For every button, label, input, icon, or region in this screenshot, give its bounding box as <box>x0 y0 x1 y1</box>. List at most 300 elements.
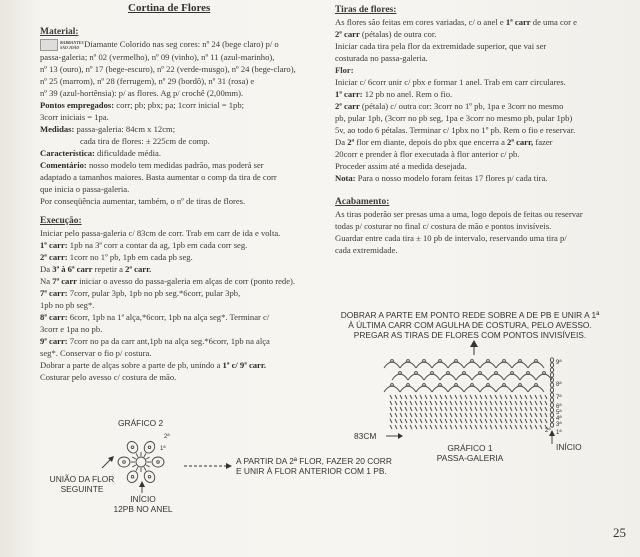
partir-line: A PARTIR DA 2ª FLOR, FAZER 20 CORR <box>236 456 392 466</box>
pb-stitch-mark <box>395 395 397 399</box>
pb-stitch-mark <box>410 425 412 429</box>
pb-stitch-mark <box>425 395 427 399</box>
pb-stitch-mark <box>460 419 462 423</box>
uniao-line: SEGUINTE <box>60 484 104 494</box>
pb-stitch-mark <box>455 401 457 405</box>
pb-stitch-mark <box>505 407 507 411</box>
pb-stitch-mark <box>420 413 422 417</box>
pb-stitch-mark <box>530 425 532 429</box>
pb-stitch-mark <box>430 419 432 423</box>
tiras-heading: Tiras de flores: <box>335 5 397 15</box>
pb-stitch-mark <box>545 413 547 417</box>
chain-loop <box>432 362 448 368</box>
pb-stitch-mark <box>500 419 502 423</box>
diagram-note-line: DOBRAR A PARTE EM PONTO REDE SOBRE A DE PB E UNIR A 1ª <box>340 310 600 320</box>
row-label: 8ª carr: <box>40 312 68 323</box>
pb-stitch-mark <box>530 413 532 417</box>
pb-stitch-mark <box>410 413 412 417</box>
pb-stitch-mark <box>450 407 452 411</box>
pb-stitch-mark <box>515 407 517 411</box>
flor-text: (pétala) c/ outra cor: 3corr no 1º pb, 1pa e 3corr no mesmo <box>361 101 564 111</box>
pb-stitch-mark <box>505 425 507 429</box>
pb-stitch-mark <box>490 425 492 429</box>
chain-dot <box>503 360 506 363</box>
pb-stitch-mark <box>515 419 517 423</box>
pb-spoke <box>132 457 135 459</box>
pb-stitch-mark <box>495 407 497 411</box>
pb-stitch-mark <box>540 413 542 417</box>
chain-loop <box>536 374 552 380</box>
pb-stitch-mark <box>460 413 462 417</box>
chain-dot <box>455 360 458 363</box>
pb-stitch-mark <box>405 395 407 399</box>
flor-line: Iniciar c/ 6corr unir c/ pbx e formar 1 anel. Trab em carr circulares. <box>335 77 566 87</box>
pb-stitch-mark <box>455 413 457 417</box>
pb-stitch-mark <box>460 395 462 399</box>
pb-stitch-mark <box>435 419 437 423</box>
chain-dot <box>487 360 490 363</box>
row-text: 1pb na 3ª corr a contar da ag, 1pb em cada corr seg. <box>69 240 248 251</box>
edge-chain <box>550 368 553 372</box>
chain-loop <box>392 374 408 380</box>
pb-stitch-mark <box>415 407 417 411</box>
pb-stitch-mark <box>535 401 537 405</box>
pb-stitch-mark <box>430 395 432 399</box>
pb-stitch-mark <box>470 419 472 423</box>
pb-spoke <box>144 453 146 456</box>
pb-stitch-mark <box>445 407 447 411</box>
partir-note <box>236 456 392 476</box>
pb-stitch-mark <box>500 401 502 405</box>
comentario-line: que inicia o passa-galeria. <box>40 184 130 195</box>
pb-stitch-mark <box>455 407 457 411</box>
pb-stitch-mark <box>505 419 507 423</box>
chain-dot <box>511 372 514 375</box>
pb-stitch-mark <box>540 407 542 411</box>
row-text: Da <box>40 264 51 275</box>
chain-loop <box>496 362 512 368</box>
pb-stitch-mark <box>490 401 492 405</box>
row-label-6: 6ª <box>556 404 562 410</box>
chain-dot <box>423 384 426 387</box>
pb-stitch-mark <box>405 401 407 405</box>
pb-stitch-mark <box>445 413 447 417</box>
tiras-label: 1ª carr <box>505 17 531 27</box>
pb-stitch-mark <box>510 425 512 429</box>
pb-stitch-mark <box>505 413 507 417</box>
flor-line: 5v, ao todo 6 pétalas. Terminar c/ 1pbx no 1º pb. Rem o fio e reservar. <box>335 125 576 135</box>
pb-stitch-mark <box>455 419 457 423</box>
pb-spoke <box>146 465 149 467</box>
pb-stitch-mark <box>530 395 532 399</box>
caracteristica-text: dificuldade média. <box>97 148 161 159</box>
pb-stitch-mark <box>540 395 542 399</box>
pb-stitch-mark <box>390 401 392 405</box>
pb-stitch-mark <box>480 419 482 423</box>
chain-loop <box>456 374 472 380</box>
medidas-line: cada tira de flores: ± 225cm de comp. <box>80 136 210 147</box>
pb-spoke <box>146 457 149 459</box>
pb-stitch-mark <box>475 419 477 423</box>
chain-dot <box>527 372 530 375</box>
pb-stitch-mark <box>525 395 527 399</box>
pb-stitch-mark <box>390 419 392 423</box>
chain-loop <box>512 362 528 368</box>
chain-dot <box>543 372 546 375</box>
pb-stitch-mark <box>430 407 432 411</box>
petal-dot <box>148 446 151 449</box>
pb-stitch-mark <box>470 395 472 399</box>
pb-stitch-mark <box>400 395 402 399</box>
chain-dot <box>463 372 466 375</box>
chain-loop <box>464 362 480 368</box>
flor-label: 2ª carr <box>335 101 360 111</box>
pb-stitch-mark <box>435 413 437 417</box>
row-text: Dobrar a parte de alças sobre a parte de pb, unindo a <box>40 360 221 371</box>
pb-stitch-mark <box>520 401 522 405</box>
chain-loop <box>384 362 400 368</box>
pb-stitch-mark <box>525 401 527 405</box>
pb-stitch-mark <box>455 395 457 399</box>
pb-stitch-mark <box>415 419 417 423</box>
pb-stitch-mark <box>410 401 412 405</box>
inicio2-line: 12PB NO ANEL <box>113 504 173 514</box>
pb-stitch-mark <box>515 425 517 429</box>
edge-chain <box>550 423 553 427</box>
chain-dot <box>519 360 522 363</box>
pb-stitch-mark <box>410 407 412 411</box>
edge-chain <box>550 358 553 362</box>
execucao-heading: Execução: <box>40 216 82 227</box>
row-text: iniciar o avesso do passa-galeria em alças de corr (ponto rede). <box>79 276 296 287</box>
pb-stitch-mark <box>400 413 402 417</box>
pb-stitch-mark <box>470 401 472 405</box>
pontos-text: corr; pb; pbx; pa; 1corr inicial = 1pb; <box>116 100 245 111</box>
pb-stitch-mark <box>435 407 437 411</box>
pb-stitch-mark <box>535 395 537 399</box>
edge-chain <box>550 418 553 422</box>
chain-dot <box>423 360 426 363</box>
pb-stitch-mark <box>525 425 527 429</box>
pb-stitch-mark <box>440 419 442 423</box>
pb-stitch-mark <box>485 425 487 429</box>
row-label: 1ª c/ 9ª carr. <box>222 360 267 371</box>
chain-dot <box>471 360 474 363</box>
chain-dot <box>431 372 434 375</box>
pb-stitch-mark <box>480 425 482 429</box>
pb-stitch-mark <box>425 425 427 429</box>
edge-chain <box>550 363 553 367</box>
pb-stitch-mark <box>500 407 502 411</box>
chain-dot <box>471 384 474 387</box>
pb-stitch-mark <box>480 401 482 405</box>
comentario-label: Comentário: <box>40 160 87 171</box>
petal-dot <box>131 475 134 478</box>
g2-row-label-1: 1ª <box>160 446 166 452</box>
chain-loop <box>408 374 424 380</box>
pb-stitch-mark <box>430 425 432 429</box>
pb-spoke <box>136 467 138 470</box>
material-line: nº 39 (azul-hortênsia): p/ as flores. Ag p/ crochê (2,00mm). <box>40 88 244 99</box>
pb-stitch-mark <box>420 395 422 399</box>
execucao-line: seg*. Conservar o fio p/ costura. <box>40 348 152 359</box>
pb-stitch-mark <box>465 419 467 423</box>
edge-chain <box>550 383 553 387</box>
pb-stitch-mark <box>470 425 472 429</box>
comentario-line: Por conseqüência aumentar, também, o nº de tiras de flores. <box>40 196 246 207</box>
pb-stitch-mark <box>540 419 542 423</box>
row-label: 9ª carr: <box>40 336 68 347</box>
pb-stitch-mark <box>485 419 487 423</box>
edge-chain <box>550 388 553 392</box>
pb-stitch-mark <box>440 413 442 417</box>
chain-dot <box>391 360 394 363</box>
pb-stitch-mark <box>440 425 442 429</box>
execucao-line: Iniciar pelo passa-galeria c/ 83cm de corr. Trab em carr de ida e volta. <box>40 228 281 239</box>
medidas-label: Medidas: <box>40 124 75 135</box>
chain-dot <box>503 384 506 387</box>
flor-line: 20corr e prender à flor executada à flor anterior c/ pb. <box>335 149 520 159</box>
pb-stitch-mark <box>505 395 507 399</box>
row-label: 2ª carr: <box>40 252 68 263</box>
pb-stitch-mark <box>390 413 392 417</box>
pb-stitch-mark <box>520 425 522 429</box>
petal <box>152 457 164 467</box>
pb-spoke <box>132 465 135 467</box>
caracteristica-label: Característica: <box>40 148 95 159</box>
pb-stitch-mark <box>465 395 467 399</box>
chain-loop <box>528 362 544 368</box>
pb-stitch-mark <box>535 407 537 411</box>
diagram-note-line: À ÚLTIMA CARR COM AGULHA DE COSTURA, PELO AVESSO. <box>348 320 592 330</box>
pb-stitch-mark <box>440 407 442 411</box>
pb-stitch-mark <box>405 407 407 411</box>
row-label-5: 5ª <box>556 410 562 416</box>
chain-loop <box>416 386 432 392</box>
flor-line: pb, pular 1pb, (3corr no pb seg, 1pa e 3corr no mesmo pb, pular 1pb) <box>335 113 573 123</box>
acabamento-line: todas p/ costurar no final c/ costura de mão e pontos invisíveis. <box>335 221 552 231</box>
petal <box>142 469 157 484</box>
edge-chain <box>550 403 553 407</box>
chain-loop <box>448 386 464 392</box>
pb-stitch-mark <box>490 419 492 423</box>
pb-stitch-mark <box>395 413 397 417</box>
pb-stitch-mark <box>545 395 547 399</box>
chain-loop <box>416 362 432 368</box>
flor-line: Proceder assim até a medida desejada. <box>335 161 467 171</box>
tiras-text: As flores são feitas em cores variadas, c/ o anel e <box>335 17 504 27</box>
pb-stitch-mark <box>465 413 467 417</box>
pb-stitch-mark <box>420 419 422 423</box>
uniao-line: UNIÃO DA FLOR <box>49 474 115 484</box>
chain-loop <box>480 386 496 392</box>
grafico1-sublabel: PASSA-GALERIA <box>436 453 504 463</box>
pb-stitch-mark <box>460 407 462 411</box>
edge-chain <box>550 373 553 377</box>
material-heading: Material: <box>40 27 79 37</box>
flor-label: 1ª carr: <box>335 89 363 99</box>
pb-stitch-mark <box>445 425 447 429</box>
row-label-4: 4ª <box>556 416 562 422</box>
pb-stitch-mark <box>545 419 547 423</box>
pb-stitch-mark <box>395 425 397 429</box>
pb-stitch-mark <box>470 407 472 411</box>
pb-stitch-mark <box>490 395 492 399</box>
pb-stitch-mark <box>495 413 497 417</box>
chain-dot <box>479 372 482 375</box>
chain-dot <box>455 384 458 387</box>
row-label-1: 1ª <box>556 430 562 436</box>
pb-stitch-mark <box>495 395 497 399</box>
pb-stitch-mark <box>435 395 437 399</box>
flor-text: Da <box>335 137 346 147</box>
row-text: 1corr no 1º pb, 1pb em cada pb seg. <box>69 252 193 263</box>
acabamento-heading: Acabamento: <box>335 197 390 207</box>
chain-loop <box>528 386 544 392</box>
row-text: 6corr, 1pb na 1ª alça,*6corr, 1pb na alça seg*. Terminar c/ <box>69 312 270 323</box>
chain-loop <box>400 362 416 368</box>
pb-stitch-mark <box>450 425 452 429</box>
grafico1-title <box>425 443 515 463</box>
pb-stitch-mark <box>410 419 412 423</box>
pb-stitch-mark <box>400 407 402 411</box>
petal <box>125 469 140 484</box>
pb-stitch-mark <box>435 425 437 429</box>
petal <box>125 440 140 455</box>
flor-label: 2ª <box>347 137 355 147</box>
tiras-line: costurada no passa-galeria. <box>335 53 428 63</box>
pb-stitch-mark <box>485 413 487 417</box>
chain-dot <box>495 372 498 375</box>
edge-chain <box>550 413 553 417</box>
row-text: Na <box>40 276 51 287</box>
flor-label: 2ª carr, <box>507 137 534 147</box>
pb-spoke <box>136 453 138 456</box>
petal-dot <box>157 461 160 464</box>
pb-stitch-mark <box>515 401 517 405</box>
chain-dot <box>519 384 522 387</box>
pb-stitch-mark <box>530 401 532 405</box>
material-line: nº 25 (marrom), nº 28 (ferrugem), nº 29 (bordô), nº 31 (rosa) e <box>40 76 255 87</box>
tiras-line: Iniciar cada tira pela flor da extremidade superior, que vai ser <box>335 41 547 51</box>
pb-stitch-mark <box>500 413 502 417</box>
pb-stitch-mark <box>450 419 452 423</box>
grafico2-inicio-label <box>98 494 188 514</box>
pb-stitch-mark <box>510 407 512 411</box>
petal <box>118 457 130 467</box>
tiras-label: 2ª carr <box>335 29 360 39</box>
chain-dot <box>391 384 394 387</box>
chain-dot <box>447 372 450 375</box>
pb-stitch-mark <box>475 395 477 399</box>
chain-loop <box>424 374 440 380</box>
edge-chain <box>550 398 553 402</box>
pb-stitch-mark <box>475 401 477 405</box>
pb-stitch-mark <box>425 413 427 417</box>
pb-stitch-mark <box>485 395 487 399</box>
pb-stitch-mark <box>415 401 417 405</box>
pb-stitch-mark <box>445 401 447 405</box>
pb-stitch-mark <box>415 413 417 417</box>
row-label: 2ª carr. <box>125 264 152 275</box>
acabamento-line: Guardar entre cada tira ± 10 pb de intervalo, reservando uma tira p/ <box>335 233 567 243</box>
pb-stitch-mark <box>520 407 522 411</box>
chain-dot <box>399 372 402 375</box>
pb-stitch-mark <box>530 419 532 423</box>
chain-dot <box>407 384 410 387</box>
chain-loop <box>504 374 520 380</box>
pb-stitch-mark <box>435 401 437 405</box>
pb-stitch-mark <box>540 425 542 429</box>
chain-loop <box>448 362 464 368</box>
pb-stitch-mark <box>485 407 487 411</box>
flor-text: fazer <box>535 137 553 147</box>
pb-stitch-mark <box>390 425 392 429</box>
nota-text: Para o nosso modelo foram feitas 17 flores p/ cada tira. <box>357 173 548 183</box>
petal <box>142 440 157 455</box>
pb-stitch-mark <box>515 395 517 399</box>
pb-stitch-mark <box>525 407 527 411</box>
pb-stitch-mark <box>465 425 467 429</box>
pb-stitch-mark <box>510 413 512 417</box>
chain-loop <box>512 386 528 392</box>
petal-dot <box>148 475 151 478</box>
grafico2-title: GRÁFICO 2 <box>118 418 164 428</box>
pb-stitch-mark <box>465 401 467 405</box>
petal-dot <box>131 446 134 449</box>
diagram-note-line: PREGAR AS TIRAS DE FLORES COM PONTOS INVISÍVEIS. <box>353 330 587 340</box>
flor-text: flor em diante, depois do pbx que encerra a <box>356 137 505 147</box>
pb-stitch-mark <box>400 401 402 405</box>
pb-stitch-mark <box>530 407 532 411</box>
pb-stitch-mark <box>480 413 482 417</box>
grafico1-label: GRÁFICO 1 <box>447 443 493 453</box>
pb-stitch-mark <box>470 413 472 417</box>
pb-stitch-mark <box>400 419 402 423</box>
edge-chain <box>550 393 553 397</box>
pb-stitch-mark <box>445 419 447 423</box>
chain-loop <box>464 386 480 392</box>
pb-stitch-mark <box>450 401 452 405</box>
pb-stitch-mark <box>510 401 512 405</box>
row-label: 7ª carr <box>52 276 77 287</box>
pb-stitch-mark <box>535 425 537 429</box>
flower-ring <box>136 457 146 467</box>
pb-stitch-mark <box>425 401 427 405</box>
pb-stitch-mark <box>405 413 407 417</box>
chain-dot <box>439 384 442 387</box>
nota-label: Nota: <box>335 173 356 183</box>
pb-stitch-mark <box>425 419 427 423</box>
pb-stitch-mark <box>395 401 397 405</box>
edge-chain <box>550 408 553 412</box>
chain-loop <box>488 374 504 380</box>
execucao-line: Costurar pelo avesso c/ costura de mão. <box>40 372 177 383</box>
pb-stitch-mark <box>395 419 397 423</box>
row-text: 7corr no pa da carr ant,1pb na alça seg.*6corr, 1pb na alça <box>69 336 270 347</box>
pb-stitch-mark <box>440 401 442 405</box>
row-label-7: 7ª <box>556 395 562 401</box>
chain-loop <box>472 374 488 380</box>
execucao-line: 3corr e 1pa no pb. <box>40 324 103 335</box>
pb-spoke <box>144 467 146 470</box>
medidas-text: passa-galeria: 84cm x 12cm; <box>76 124 176 135</box>
pb-stitch-mark <box>515 413 517 417</box>
pb-stitch-mark <box>455 425 457 429</box>
chain-loop <box>400 386 416 392</box>
pb-stitch-mark <box>410 395 412 399</box>
pb-stitch-mark <box>415 395 417 399</box>
